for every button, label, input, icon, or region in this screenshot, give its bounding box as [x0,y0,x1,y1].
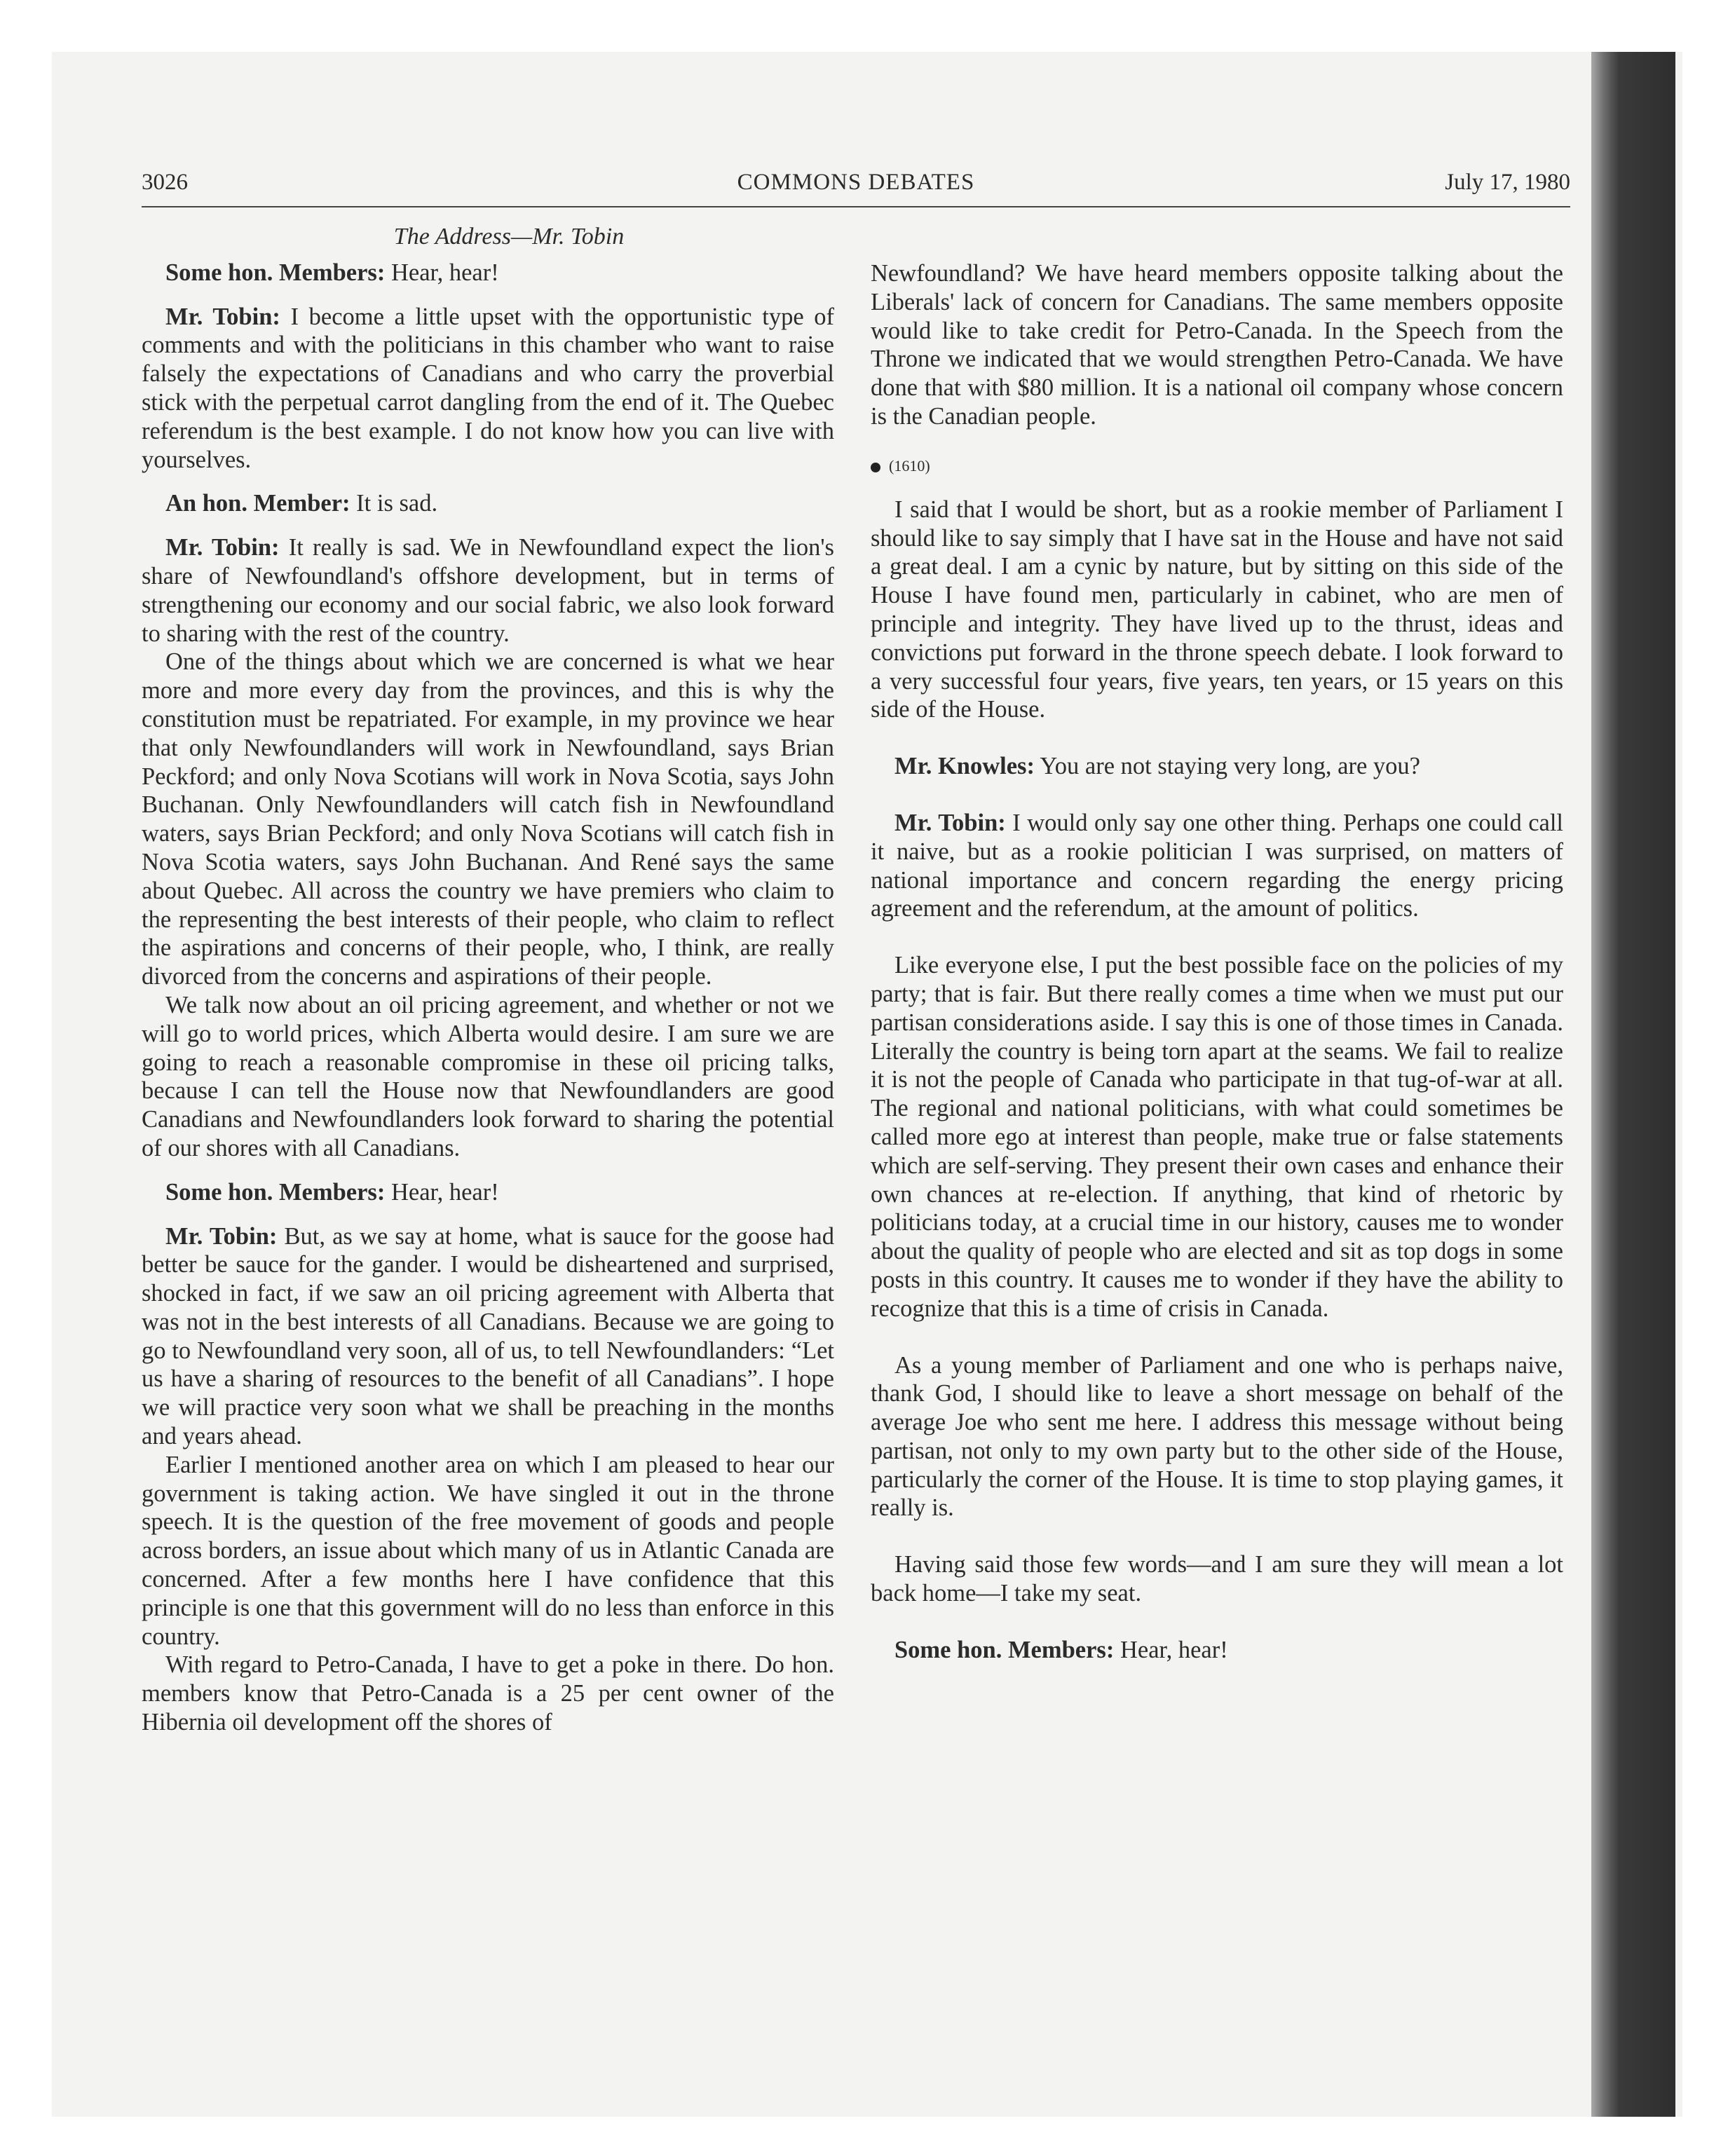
paragraph [871,1636,1563,1665]
speech-text: But, as we say at home, what is sauce for the goose had better be sauce for the gander. I would be disheartened and surprised, shocked in fact, if we saw an oil pricing agreement with Alberta that was not in the best interests of all Canadians. Because we are going to go to Newfoundland very soon, all of us, to tell Newfoundlanders: “Let us have a sharing of resources to the benefit of all Canadians”. I hope we will practice very soon what we shall be preaching in the months and years ahead. [142,1222,834,1450]
speaker-name: Mr. Tobin: [165,534,280,561]
speaker-name: Mr. Tobin: [165,303,280,330]
paragraph [871,1550,1563,1608]
time-marker-label: (1610) [889,456,930,475]
speaker-name: Mr. Tobin: [894,809,1006,836]
paragraph [142,259,834,287]
paragraph [142,1451,834,1651]
paragraph [142,648,834,991]
speaker-name: Mr. Knowles: [894,753,1035,780]
paragraph [142,1222,834,1451]
bullet-icon [871,463,880,472]
paragraph [142,533,834,648]
paragraph [871,809,1563,923]
speech-text: As a young member of Parliament and one who is perhaps naive, thank God, I should like to leave a short message on behalf of the average Joe who sent me here. I address this message without being partisan, not only to my own party but to the other side of the House, particularly the corner of the House. It is time to stop playing games, it really is. [871,1351,1563,1522]
paragraph [871,951,1563,1323]
book-spine-shadow [1591,52,1675,2117]
paragraph-continuation: Newfoundland? We have heard members opposite talking about the Liberals' lack of concern for Canadians. The same members opposite would like to take credit for Petro-Canada. In the Speech from the Throne we indicated that we would strengthen Petro-Canada. We have done that with $80 million. It is a national oil company whose concern is the Canadian people. [871,260,1563,430]
paragraph [142,303,834,475]
speech-text: Like everyone else, I put the best possible face on the policies of my party; that is fair. But there really comes a time when we must put our partisan considerations aside. I say this is one of those times in Canada. Literally the country is being torn apart at the seams. We fail to realize it is not the people of Canada who participate in that tug-of-war at all. The regional and national politicians, with what could sometimes be called more ego at interest than people, make true or false statements which are self-serving. They present their own cases and enhance their own chances at re-election. If anything, that kind of rhetoric by politicians today, at a crucial time in our history, causes me to wonder about the quality of people who are elected and sit as top dogs in some posts in this country. It causes me to wonder if they have the ability to recognize that this is a time of crisis in Canada. [871,952,1563,1322]
speaker-name: An hon. Member: [165,490,351,517]
speaker-name: Some hon. Members: [165,1178,386,1206]
speech-text: One of the things about which we are concerned is what we hear more and more every day from the provinces, and this is why the constitution must be repatriated. For example, in my province we hear that only Newfoundlanders will work in Newfoundland, says Brian Peckford; and only Nova Scotians will work in Nova Scotia, says John Buchanan. Only Newfoundlanders will catch fish in Newfoundland waters, says Brian Peckford; and only Nova Scotians will catch fish in Nova Scotia waters, says John Buchanan. And René says the same about Quebec. All across the country we have premiers who claim to the representing the best interests of their people, who claim to reflect the aspirations and concerns of their people, who, I think, are really divorced from the concerns and aspirations of their people. [142,648,834,990]
speech-text: I would only say one other thing. Perhaps one could call it naive, but as a rookie politician I was surprised, on matters of national importance and concern regarding the energy pricing agreement and the referendum, at the amount of politics. [871,809,1563,922]
left-column [142,219,834,1957]
speaker-name: Mr. Tobin: [165,1222,278,1250]
speech-text: It is sad. [350,490,438,517]
paragraph [871,752,1563,781]
publication-date: July 17, 1980 [1445,170,1570,195]
section-subheading: The Address—Mr. Tobin [393,224,625,250]
speech-text: You are not staying very long, are you? [1034,753,1420,780]
speech-text: Having said those few words—and I am sure they will mean a lot back home—I take my seat. [871,1551,1563,1607]
speaker-name: Some hon. Members: [165,259,386,286]
speech-text: With regard to Petro-Canada, I have to get a poke in there. Do hon. members know that Petro-Canada is a 25 per cent owner of the Hibernia oil development off the shores of [142,1651,834,1736]
publication-title: COMMONS DEBATES [737,170,975,195]
speaker-name: Some hon. Members: [894,1636,1115,1663]
speech-text: It really is sad. We in Newfoundland expect the lion's share of Newfoundland's offshore development, but in terms of strengthening our economy and our social fabric, we also look forward to sharing with the rest of the country. [142,534,834,647]
paragraph [142,489,834,518]
page-header [142,170,1570,207]
speech-text: I said that I would be short, but as a rookie member of Parliament I should like to say simply that I have sat in the House and have not said a great deal. I am a cynic by nature, but by sitting on this side of the House I have found men, particularly in cabinet, who are men of principle and integrity. They have lived up to the thrust, ideas and convictions put forward in the throne speech debate. I look forward to a very successful four years, five years, ten years, or 15 years on this side of the House. [871,496,1563,723]
right-column [871,219,1563,1957]
speech-text: Hear, hear! [385,259,499,286]
time-marker [871,452,1563,480]
page-number: 3026 [142,170,188,195]
speech-text: We talk now about an oil pricing agreement, and whether or not we will go to world prices, which Alberta would desire. I am sure we are going to reach a reasonable compromise in these oil pricing talks, because I can tell the House now that Newfoundlanders are good Canadians and Newfoundlanders look forward to sharing the potential of our shores with all Canadians. [142,991,834,1161]
paragraph [142,1178,834,1207]
paragraph [871,1351,1563,1523]
paragraph [871,496,1563,724]
speech-text: Hear, hear! [1114,1636,1228,1663]
speech-text: Earlier I mentioned another area on which I am pleased to hear our government is taking action. We have singled it out in the throne speech. It is the question of the free movement of goods and people across borders, an issue about which many of us in Atlantic Canada are concerned. After a few months here I have confidence that this principle is one that this government will do no less than enforce in this country. [142,1451,834,1650]
speech-text: I become a little upset with the opportunistic type of comments and with the politicians in this chamber who want to raise falsely the expectations of Canadians and who carry the proverbial stick with the perpetual carrot dangling from the end of it. The Quebec referendum is the best example. I do not know how you can live with yourselves. [142,303,834,473]
speech-text: Hear, hear! [385,1178,499,1206]
paragraph [142,1651,834,1736]
paragraph [142,991,834,1163]
